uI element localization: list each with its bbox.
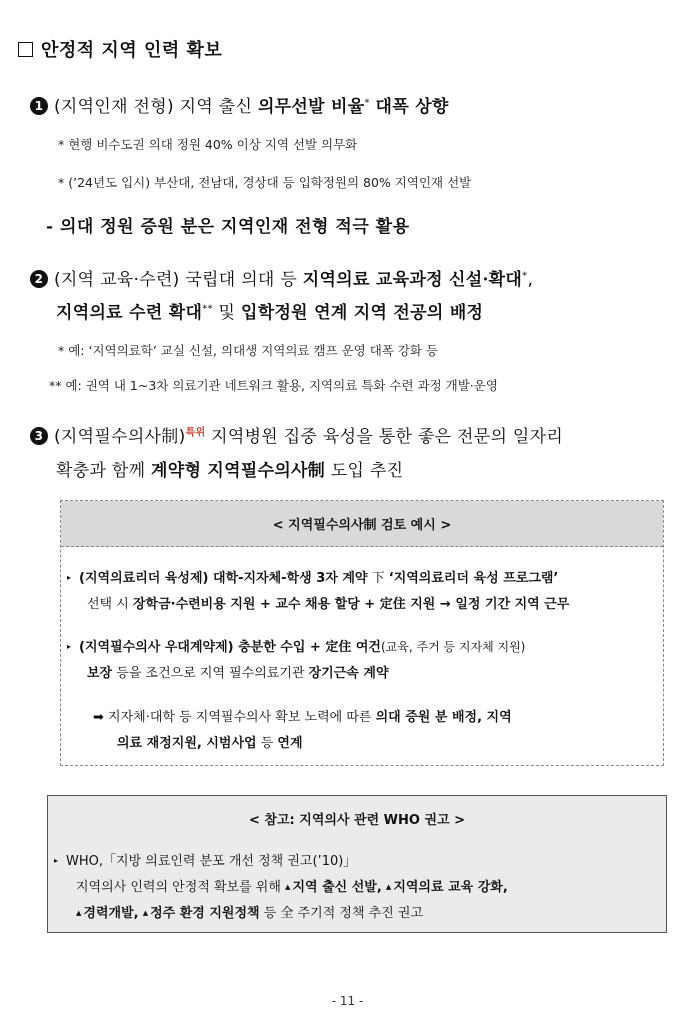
- triangle-bullet-icon: ▸: [67, 642, 72, 651]
- who-l1-text: WHO,「지방 의료인력 분포 개선 정책 권고(’10)」: [66, 854, 357, 869]
- number-2-icon: 2: [30, 270, 48, 288]
- item-1-text-c: 대폭 상향: [375, 97, 449, 117]
- b2-l2-bold2: 장기근속 계약: [308, 666, 389, 681]
- item-3-line-1: [30, 422, 563, 447]
- triangle-bullet-icon: ▸: [67, 573, 72, 582]
- b2-l2-bold: 보장: [87, 666, 113, 681]
- item-3-text-d: 도입 추진: [330, 461, 404, 481]
- example-box: [60, 500, 664, 766]
- item-1-sup: *: [364, 97, 370, 109]
- a-l1-normal: 지자체·대학 등 지역필수의사 확보 노력에 따른: [108, 710, 372, 725]
- who-l3-bold1: 경력개발,: [83, 906, 139, 921]
- checkbox-square-icon: [18, 42, 33, 57]
- item-3-line-2: [56, 456, 403, 481]
- who-l2-normal: 지역의사 인력의 안정적 확보를 위해: [76, 880, 281, 895]
- example-bullet-1-line-1: [67, 567, 558, 586]
- a-l2-bold: 의료 재정지원, 시범사업: [117, 736, 257, 751]
- item-2-sup-2: **: [202, 303, 213, 315]
- b1-l2-normal: 선택 시: [87, 597, 129, 612]
- who-line-2: [76, 876, 508, 895]
- small-triangle-icon: ▲: [285, 883, 291, 891]
- item-1-note-2: * (’24년도 입시) 부산대, 전남대, 경상대 등 입학정원의 80% 지역인재 선발: [58, 175, 472, 190]
- item-3-tag: (지역필수의사制): [54, 427, 186, 447]
- b1-l2-bold: 장학금·수련비용 지원 + 교수 채용 할당 + 定住 지원 → 일정 기간 지역 근무: [132, 597, 570, 612]
- example-bullet-2-line-1: [67, 636, 525, 655]
- item-3-text-b: 확충과 함께: [56, 461, 146, 481]
- small-triangle-icon: ▲: [142, 909, 149, 917]
- section-heading: [18, 36, 222, 62]
- item-2-text-c: 지역의료 수련 확대: [56, 303, 203, 323]
- who-reference-box: [47, 795, 667, 933]
- item-2-note-2: ** 예: 권역 내 1~3차 의료기관 네트워크 활용, 지역의료 특화 수련 과정 개발·운영: [49, 378, 498, 393]
- item-2-tag: (지역 교육·수련): [54, 270, 180, 290]
- number-3-icon: 3: [30, 427, 48, 445]
- example-box-title: < 지역필수의사制 검토 예시 >: [61, 501, 663, 547]
- b1-l1-bold2: ‘지역의료리더 육성 프로그램’: [388, 571, 559, 586]
- small-triangle-icon: ▲: [76, 909, 82, 917]
- item-2-line-1: 2 (지역 교육·수련) 국립대 의대 등 지역의료 교육과정 신설·확대*,: [30, 265, 533, 290]
- a-l2-normal: 등: [260, 736, 274, 751]
- example-arrow-line-2: [117, 732, 303, 751]
- item-3-special-sup: 특위: [185, 427, 206, 439]
- a-l1-bold: 의대 증원 분 배정, 지역: [375, 710, 512, 725]
- page-number: - 11 -: [331, 994, 364, 1008]
- who-l2-bold2: 지역의료 교육 강화,: [393, 880, 508, 895]
- who-line-3: [76, 902, 423, 921]
- b1-l1-bold: (지역의료리더 육성제) 대학-지자체-학생 3자 계약: [79, 571, 368, 586]
- item-1-tag: (지역인재 전형): [54, 97, 174, 117]
- item-2-sup-1: *: [522, 270, 528, 282]
- item-2-text-e: 입학정원 연계 지역 전공의 배정: [241, 303, 484, 323]
- b2-l2-normal: 등을 조건으로 지역 필수의료기관: [116, 666, 305, 681]
- who-l3-bold2: 정주 환경 지원정책: [150, 906, 260, 921]
- example-arrow-line-1: [93, 706, 512, 725]
- item-1: [30, 92, 449, 117]
- heading-text: 안정적 지역 인력 확보: [41, 40, 223, 61]
- triangle-bullet-icon: ▸: [54, 856, 59, 865]
- a-l2-bold2: 연계: [277, 736, 303, 751]
- who-box-title: < 참고: 지역의사 관련 WHO 권고 >: [249, 812, 465, 828]
- item-3-text-c: 계약형 지역필수의사制: [151, 461, 326, 481]
- arrow-right-icon: ➡: [93, 710, 104, 725]
- example-bullet-1-line-2: [87, 593, 569, 612]
- b2-l1-bold: (지역필수의사 우대계약제) 충분한 수입 + 定住 여건: [79, 640, 381, 655]
- item-2-text-a: 국립대 의대 등: [185, 270, 298, 290]
- item-1-text-a: 지역 출신: [179, 97, 253, 117]
- who-l2-bold1: 지역 출신 선발,: [292, 880, 382, 895]
- who-line-1: [54, 850, 356, 869]
- item-1-dash-line: - 의대 정원 증원 분은 지역인재 전형 적극 활용: [46, 217, 410, 237]
- item-2-line-2: [56, 298, 483, 323]
- item-2-text-b: 지역의료 교육과정 신설·확대: [302, 270, 523, 290]
- small-triangle-icon: ▲: [385, 883, 392, 891]
- b2-l1-normal: (교육, 주거 등 지자체 지원): [381, 640, 526, 654]
- item-3-text-a: 지역병원 집중 육성을 통한 좋은 전문의 일자리: [211, 427, 564, 447]
- item-2-note-1: * 예: ‘지역의료학’ 교실 신설, 의대생 지역의료 캠프 운영 대폭 강화 등: [58, 343, 439, 358]
- item-1-text-b: 의무선발 비율: [257, 97, 365, 117]
- item-2-text-d: 및: [218, 303, 236, 323]
- item-1-note-1: * 현행 비수도권 의대 정원 40% 이상 지역 선발 의무화: [58, 137, 358, 152]
- b1-l1-normal: 下: [371, 571, 385, 586]
- who-l3-normal: 등 全 주기적 정책 추진 권고: [263, 906, 424, 921]
- number-1-icon: 1: [30, 97, 48, 115]
- example-bullet-2-line-2: [87, 662, 389, 681]
